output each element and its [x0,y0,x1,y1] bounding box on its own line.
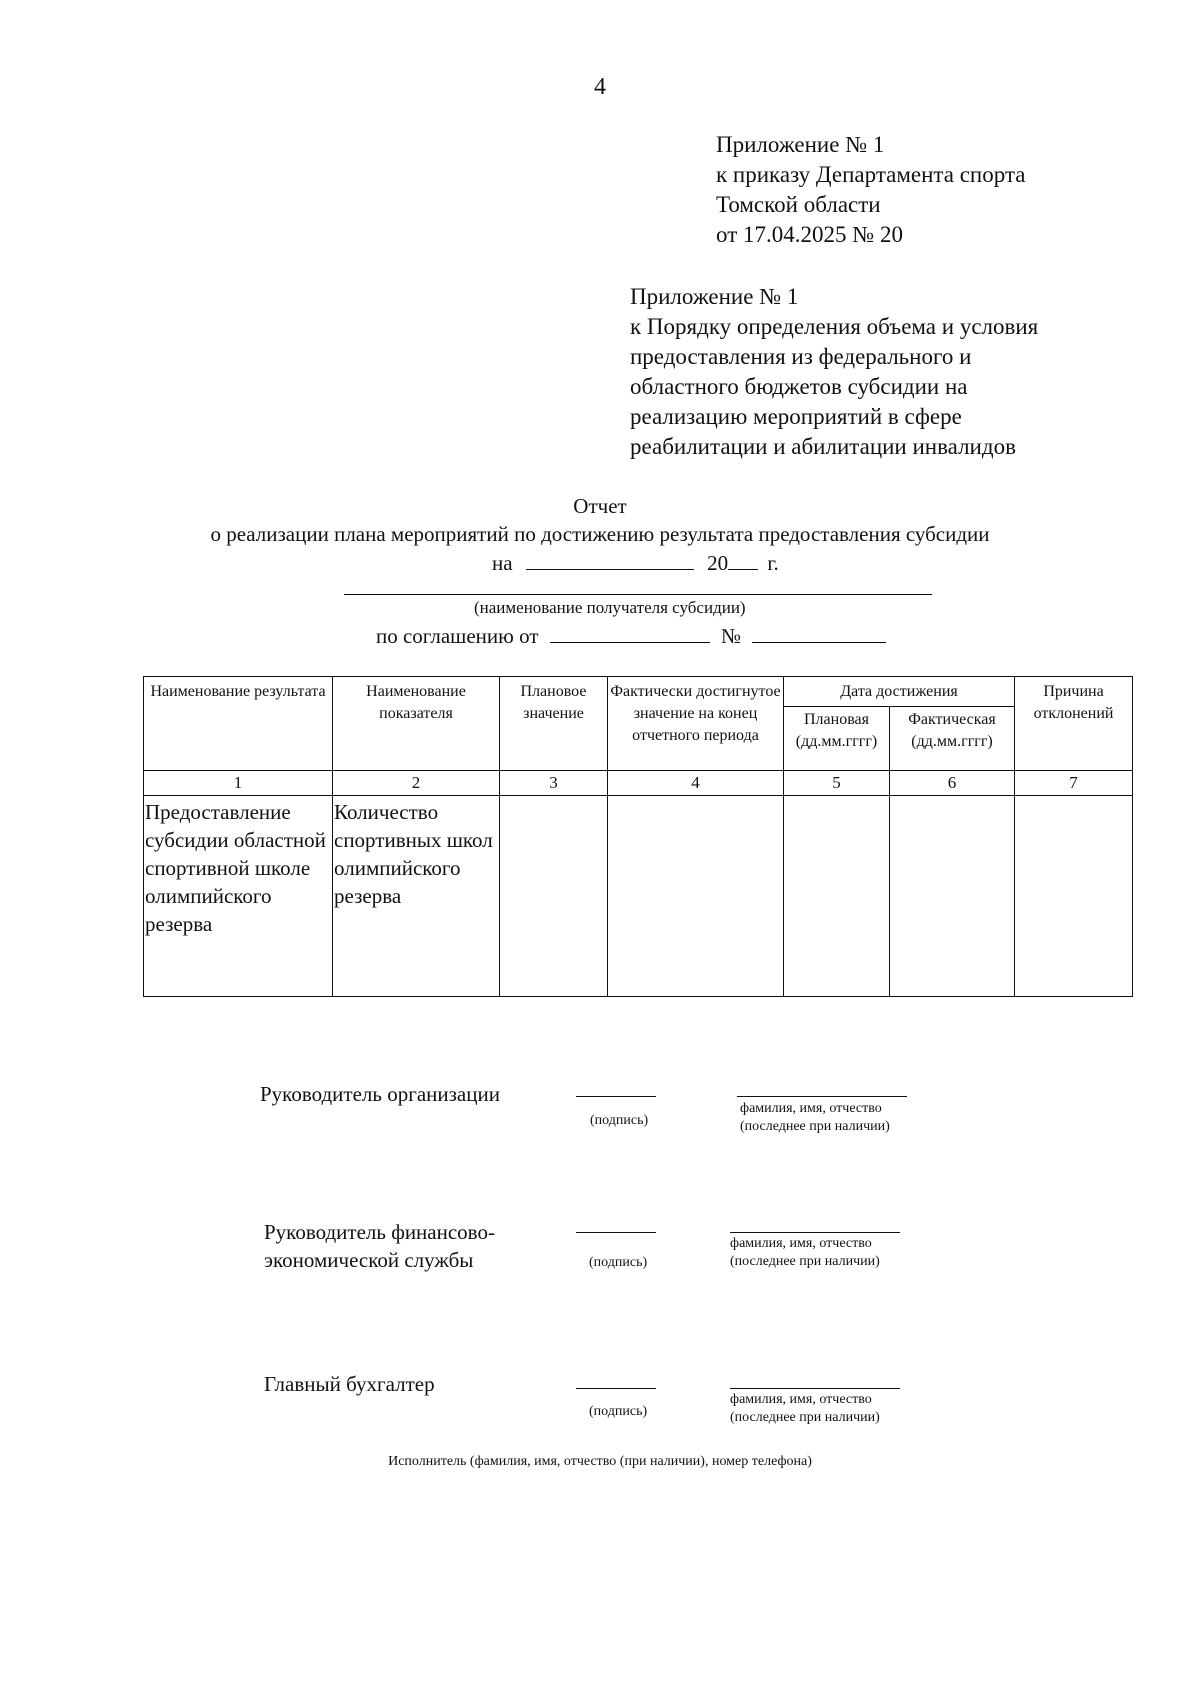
period-year: 20 [707,551,729,575]
appendix-procedure-line: предоставления из федерального и [630,344,972,369]
cell-planned-value[interactable] [500,796,608,997]
sig-finance-signature-caption: (подпись) [589,1255,648,1270]
column-number: 4 [608,771,784,796]
agreement-prefix: по соглашению от [376,624,539,648]
header-deviation-reason: Причина отклонений [1015,677,1133,771]
cell-actual-date[interactable] [890,796,1015,997]
appendix-procedure-line: областного бюджетов субсидии на [630,374,968,399]
name-caption-line: фамилия, имя, отчество [730,1236,872,1251]
sig-accountant-name-line[interactable] [730,1388,900,1389]
table-header-row [144,677,1133,707]
agreement-date-blank[interactable] [550,622,710,643]
agreement-number-sign: № [720,624,742,648]
cell-actual-value[interactable] [608,796,784,997]
cell-planned-date[interactable] [784,796,890,997]
column-number: 3 [500,771,608,796]
appendix-procedure-block [630,282,1038,462]
sig-accountant-signature-caption: (подпись) [589,1404,648,1419]
cell-deviation-reason[interactable] [1015,796,1133,997]
header-actual-date: Фактическая (дд.мм.гггг) [890,707,1015,771]
sig-finance-label-line: Руководитель финансово- [264,1220,495,1244]
sig-head-name-caption [740,1100,890,1136]
appendix-order-line: к приказу Департамента спорта [716,162,1026,187]
cell-result: Предоставление субсидии областной спортивной школе олимпийского резерва [144,796,333,997]
sig-head-label: Руководитель организации [260,1082,500,1106]
column-number: 5 [784,771,890,796]
sig-head-name-line[interactable] [737,1096,907,1097]
name-caption-line: (последнее при наличии) [730,1254,880,1269]
table-row [144,796,1133,997]
sig-finance-name-line[interactable] [730,1232,900,1233]
report-title: Отчет [573,494,627,518]
table-number-row [144,771,1133,796]
column-number: 1 [144,771,333,796]
period-prefix: на [492,551,513,575]
header-achievement-date: Дата достижения [784,677,1015,707]
agreement-number-blank[interactable] [752,622,886,643]
sig-accountant-name-caption [730,1391,880,1427]
appendix-procedure-line: реализацию мероприятий в сфере [630,404,962,429]
sig-finance-signature-line[interactable] [576,1232,656,1233]
cell-indicator: Количество спортивных школ олимпийского резерва [333,796,500,997]
header-planned-date: Плановая (дд.мм.гггг) [784,707,890,771]
header-planned-value: Плановое значение [500,677,608,771]
report-table [143,676,1133,997]
name-caption-line: (последнее при наличии) [740,1119,890,1134]
column-number: 7 [1015,771,1133,796]
sig-head-signature-caption: (подпись) [590,1113,649,1128]
name-caption-line: фамилия, имя, отчество [740,1101,882,1116]
column-number: 6 [890,771,1015,796]
sig-head-signature-line[interactable] [576,1096,656,1097]
appendix-procedure-line: реабилитации и абилитации инвалидов [630,434,1016,459]
executor-line: Исполнитель (фамилия, имя, отчество (при наличии), номер телефона) [388,1454,812,1469]
appendix-order-block [716,130,1025,250]
sig-finance-label-line: экономической службы [264,1248,474,1272]
period-blank[interactable] [526,549,694,570]
page-number: 4 [594,74,606,100]
appendix-procedure-line: Приложение № 1 [630,284,799,309]
report-period [492,549,779,577]
name-caption-line: (последнее при наличии) [730,1410,880,1425]
header-result: Наименование результата [144,677,333,771]
sig-finance-name-caption [730,1235,880,1271]
year-blank[interactable] [728,549,758,570]
sig-accountant-signature-line[interactable] [576,1388,656,1389]
column-number: 2 [333,771,500,796]
appendix-order-line: Приложение № 1 [716,132,885,157]
agreement-line [376,622,886,650]
appendix-order-line: Томской области [716,192,881,217]
sig-accountant-label: Главный бухгалтер [264,1372,435,1396]
recipient-caption: (наименование получателя субсидии) [474,598,746,617]
period-suffix: г. [767,551,779,575]
header-indicator: Наименование показателя [333,677,500,771]
appendix-order-line: от 17.04.2025 № 20 [716,222,903,247]
name-caption-line: фамилия, имя, отчество [730,1392,872,1407]
sig-finance-label [264,1218,495,1274]
appendix-procedure-line: к Порядку определения объема и условия [630,314,1039,339]
header-actual-value: Фактически достигнутое значение на конец отчетного периода [608,677,784,771]
report-subtitle: о реализации плана мероприятий по достижению результата предоставления субсидии [210,522,990,546]
recipient-blank[interactable] [344,594,932,595]
